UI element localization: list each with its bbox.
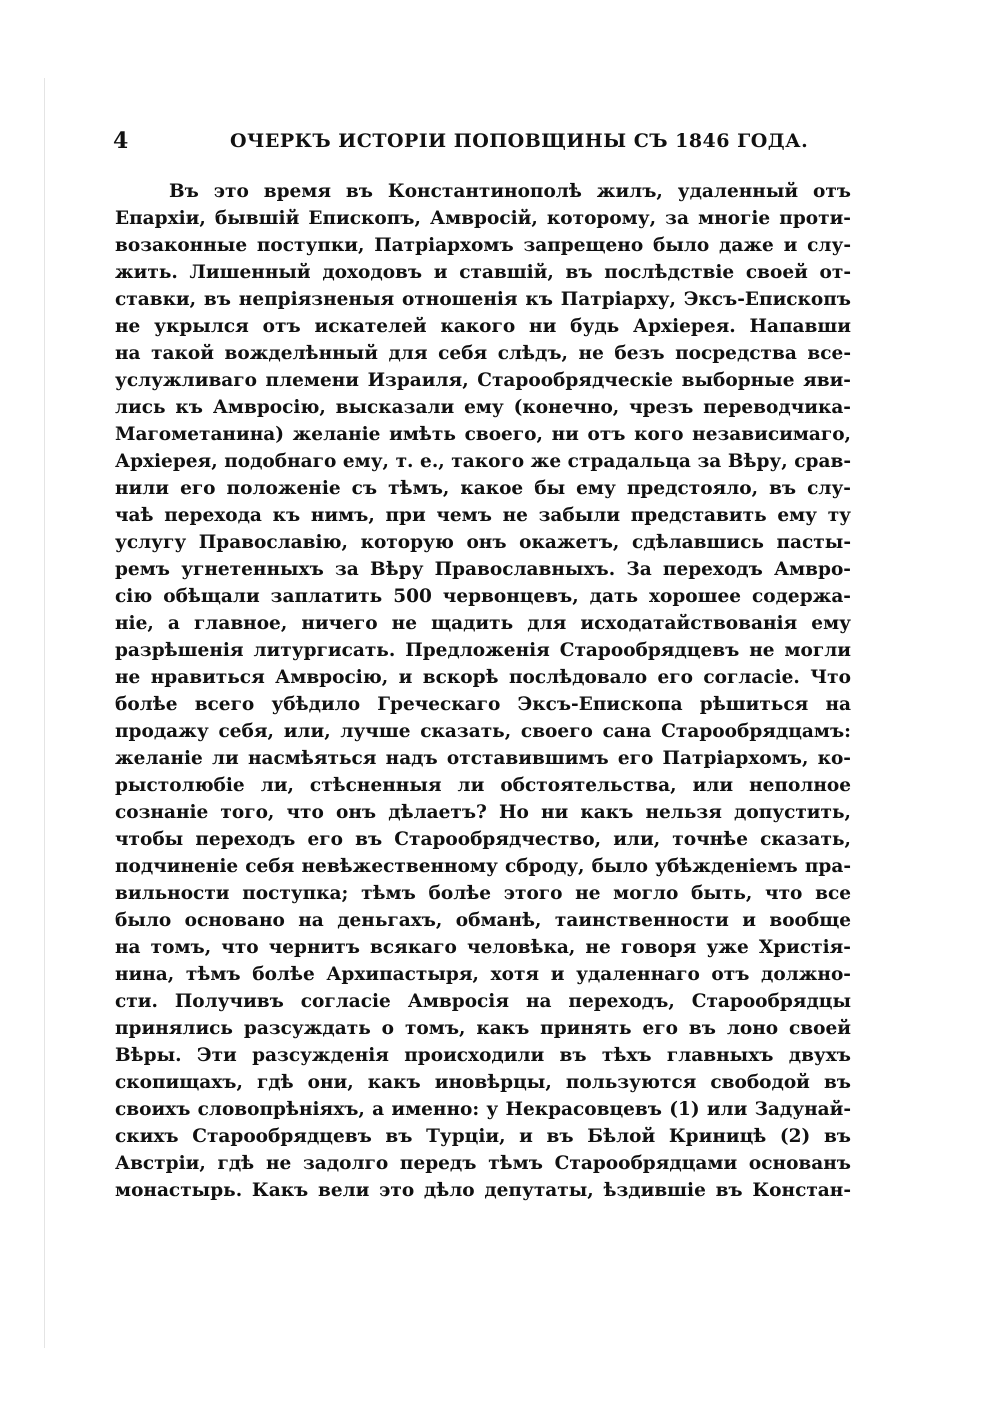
text-line: продажу себя, или, лучше сказать, своего сана Старообрядцамъ:	[115, 721, 851, 742]
text-line: на такой вожделѣнный для себя слѣдъ, не безъ посредства все-	[115, 343, 851, 364]
text-line: Австріи, гдѣ не задолго передъ тѣмъ Старообрядцами основанъ	[115, 1153, 851, 1174]
text-line: разрѣшенія литургисать. Предложенія Старообрядцевъ не могли	[115, 640, 851, 661]
text-line: ставки, въ непріязненыя отношенія къ Патріарху, Эксъ-Епископъ	[115, 289, 851, 310]
text-line: рыстолюбіе ли, стѣсненныя ли обстоятельства, или неполное	[115, 775, 851, 796]
text-line: сознаніе того, что онъ дѣлаетъ? Но ни какъ нельзя допустить,	[115, 802, 851, 823]
page-edge-shadow	[44, 78, 45, 1348]
text-line: чаѣ перехода къ нимъ, при чемъ не забыли представить ему ту	[115, 505, 851, 526]
text-line: Епархіи, бывшій Епископъ, Амвросій, которому, за многіе проти-	[115, 208, 851, 229]
text-line: ніе, а главное, ничего не щадить для исходатайствованія ему	[115, 613, 851, 634]
text-line: Въ это время въ Константинополѣ жилъ, удаленный отъ	[169, 181, 851, 202]
text-line: лись къ Амвросію, высказали ему (конечно, чрезъ переводчика-	[115, 397, 851, 418]
text-line: не нравиться Амвросію, и вскорѣ послѣдовало его согласіе. Что	[115, 667, 851, 688]
text-line: нина, тѣмъ болѣе Архипастыря, хотя и удаленнаго отъ должно-	[115, 964, 851, 985]
text-line: подчиненіе себя невѣжественному сброду, было убѣжденіемъ пра-	[115, 856, 851, 877]
text-line: ремъ угнетенныхъ за Вѣру Православныхъ. За переходъ Амвро-	[115, 559, 851, 580]
text-line: Архіерея, подобнаго ему, т. е., такого же страдальца за Вѣру, срав-	[115, 451, 851, 472]
text-line: возаконные поступки, Патріархомъ запрещено было даже и слу-	[115, 235, 851, 256]
text-line: нили его положеніе съ тѣмъ, какое бы ему предстояло, въ слу-	[115, 478, 851, 499]
body-text	[115, 178, 851, 1204]
text-line: скихъ Старообрядцевъ въ Турціи, и въ Бѣлой Криницѣ (2) въ	[115, 1126, 851, 1147]
text-line: сію обѣщали заплатить 500 червонцевъ, дать хорошее содержа-	[115, 586, 851, 607]
text-line: монастырь. Какъ вели это дѣло депутаты, ѣздившіе въ Констан-	[115, 1180, 851, 1201]
text-line: чтобы переходъ его въ Старообрядчество, или, точнѣе сказать,	[115, 829, 851, 850]
text-line: скопищахъ, гдѣ они, какъ иновѣрцы, пользуются свободой въ	[115, 1072, 851, 1093]
text-line: на томъ, что чернитъ всякаго человѣка, не говоря уже Христія-	[115, 937, 851, 958]
text-line: жить. Лишенный доходовъ и ставшій, въ послѣдствіе своей от-	[115, 262, 851, 283]
text-line: сти. Получивъ согласіе Амвросія на переходъ, Старообрядцы	[115, 991, 851, 1012]
text-line: было основано на деньгахъ, обманѣ, таинственности и вообще	[115, 910, 851, 931]
text-line: Вѣры. Эти разсужденія происходили въ тѣхъ главныхъ двухъ	[115, 1045, 851, 1066]
text-line: Магометанина) желаніе имѣть своего, ни отъ кого независимаго,	[115, 424, 851, 445]
text-line: принялись разсуждать о томъ, какъ принять его въ лоно своей	[115, 1018, 851, 1039]
text-line: услужливаго племени Израиля, Старообрядческіе выборные яви-	[115, 370, 851, 391]
text-line: услугу Православію, которую онъ окажетъ, сдѣлавшись пасты-	[115, 532, 851, 553]
text-line: не укрылся отъ искателей какого ни будь Архіерея. Напавши	[115, 316, 851, 337]
text-line: желаніе ли насмѣяться надъ отставившимъ его Патріархомъ, ко-	[115, 748, 851, 769]
page-number: 4	[113, 128, 129, 154]
text-line: вильности поступка; тѣмъ болѣе этого не могло быть, что все	[115, 883, 851, 904]
text-line: болѣе всего убѣдило Греческаго Эксъ-Епископа рѣшиться на	[115, 694, 851, 715]
text-line: своихъ словопрѣніяхъ, а именно: у Некрасовцевъ (1) или Задунай-	[115, 1099, 851, 1120]
running-title: ОЧЕРКЪ ИСТОРІИ ПОПОВЩИНЫ СЪ 1846 ГОДА.	[230, 130, 809, 152]
